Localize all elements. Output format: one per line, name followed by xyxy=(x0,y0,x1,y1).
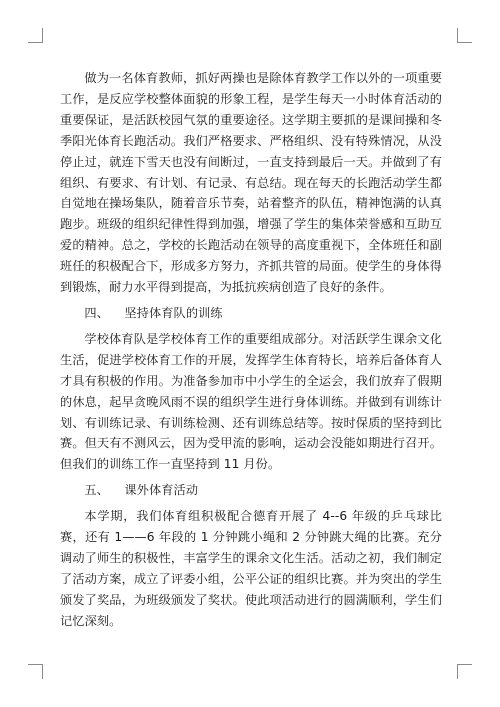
section-title: 坚持体育队的训练 xyxy=(124,305,223,320)
document-body xyxy=(60,68,442,632)
paragraph-sports-team: 学校体育队是学校体育工作的重要组成部分。对活跃学生课余文化生活，促进学校体育工作的开展，发挥学生体育特长，培养后备体育人才具有积极的作用。为准备参加市中小学生的全运会，我们放弃了假期的休息，起早贪晚风雨不误的组织学生进行身体训练。并做到有训练计划、有训练记录、有训练检测、还有训练总结等。按时保质的坚持到比赛。但天有不测风云，因为受甲流的影响，运动会没能如期进行召开。但我们的训练工作一直坚持到 11 月份。 xyxy=(60,331,442,472)
paragraph-extracurricular: 本学期，我们体育组积极配合德育开展了 4--6 年级的乒乓球比赛，还有 1——6 年段的 1 分钟跳小绳和 2 分钟跳大绳的比赛。充分调动了师生的积极性，丰富学生的课余文化生活。活动之初，我们制定了活动方案，成立了评委小组，公平公证的组织比赛。并为突出的学生颁发了奖品，为班级颁发了奖状。使此项活动进行的圆满顺利，学生们记忆深刻。 xyxy=(60,509,442,628)
section-heading-5 xyxy=(60,480,442,501)
paragraph-two-exercises: 做为一名体育教师，抓好两操也是除体育教学工作以外的一项重要工作，是反应学校整体面貌的形象工程，是学生每天一小时体育活动的重要保证，是活跃校园气氛的重要途径。这学期主要抓的是课间操和冬季阳光体育长跑活动。我们严格要求、严格组织、没有特殊情况，从没停止过，就连下雪天也没有间断过，一直支持到最后一天。并做到了有组织、有要求、有计划、有记录、有总结。现在每天的长跑活动学生都自觉地在操场集队，随着音乐节奏，站着整齐的队伍，精神饱满的认真跑步。班级的组织纪律性得到加强，增强了学生的集体荣誉感和互助互爱的精神。总之，学校的长跑活动在领导的高度重视下，全体班任和副班任的积极配合下，形成多方努力，齐抓共管的局面。使学生的身体得到锻炼，耐力水平得到提高，为抵抗疾病创造了良好的条件。 xyxy=(60,71,442,295)
crop-mark-top-left xyxy=(28,28,43,43)
crop-mark-bottom-left xyxy=(28,664,43,679)
crop-mark-top-right xyxy=(457,28,472,43)
section-heading-4 xyxy=(60,303,442,324)
section-number: 四、 xyxy=(84,305,109,320)
crop-mark-bottom-right xyxy=(457,664,472,679)
section-title: 课外体育活动 xyxy=(124,483,199,498)
section-number: 五、 xyxy=(84,483,109,498)
